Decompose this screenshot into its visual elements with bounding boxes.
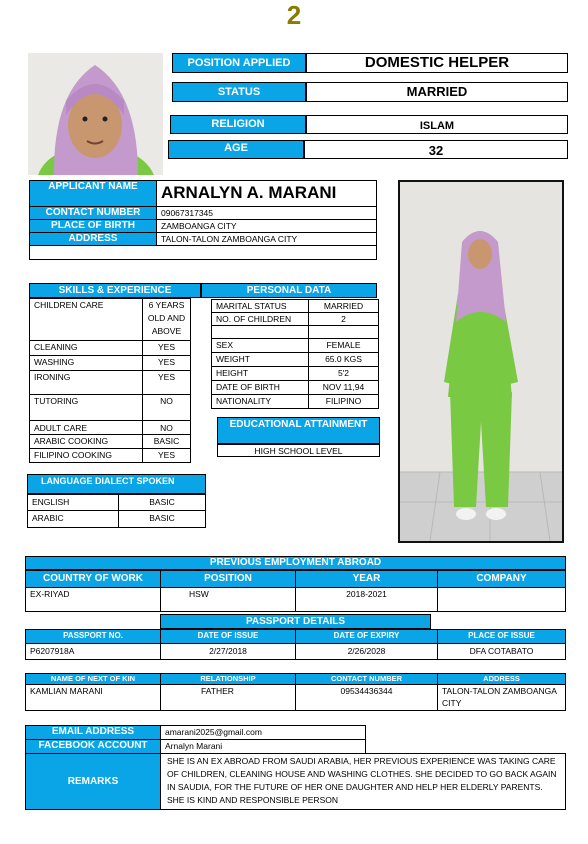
contact-table xyxy=(25,725,366,754)
height-value: 5'2 xyxy=(309,367,379,381)
personal-table xyxy=(211,299,379,409)
nationality-label: NATIONALITY xyxy=(212,395,309,409)
applicant-name-label: APPLICANT NAME xyxy=(30,181,157,207)
birthplace-value: ZAMBOANGA CITY xyxy=(157,220,377,233)
education-title: EDUCATIONAL ATTAINMENT xyxy=(217,417,380,444)
applicant-name: ARNALYN A. MARANI xyxy=(157,181,377,207)
passport-header: DATE OF EXPIRY xyxy=(296,630,438,644)
kin-contact: 09534436344 xyxy=(296,685,438,711)
skill-value: YES xyxy=(143,356,191,371)
employment-table xyxy=(25,570,566,612)
skill-value: YES xyxy=(143,449,191,463)
skill-name: WASHING xyxy=(30,356,143,371)
passport-header: PLACE OF ISSUE xyxy=(438,630,566,644)
skill-value: BASIC xyxy=(143,435,191,449)
passport-header: DATE OF ISSUE xyxy=(161,630,296,644)
language-name: ARABIC xyxy=(28,511,119,528)
facebook-value: Arnalyn Marani xyxy=(161,740,366,754)
children-value: 2 xyxy=(309,313,379,326)
age-value: 32 xyxy=(304,140,568,159)
remarks-table xyxy=(25,753,566,810)
skill-value: NO xyxy=(143,421,191,435)
skill-name: ADULT CARE xyxy=(30,421,143,435)
skill-value: 6 YEARS OLD AND ABOVE xyxy=(143,299,191,341)
weight-value: 65.0 KGS xyxy=(309,353,379,367)
skill-name: TUTORING xyxy=(30,395,143,421)
kin-table xyxy=(25,673,566,711)
age-label: AGE xyxy=(168,140,304,159)
remarks-label: REMARKS xyxy=(26,754,161,810)
passport-header: PASSPORT NO. xyxy=(26,630,161,644)
employment-country: EX-RIYAD xyxy=(26,588,161,612)
sex-label: SEX xyxy=(212,339,309,353)
kin-header: CONTACT NUMBER xyxy=(296,674,438,685)
employment-year: 2018-2021 xyxy=(296,588,438,612)
skill-name: FILIPINO COOKING xyxy=(30,449,143,463)
contact-label: CONTACT NUMBER xyxy=(30,207,157,220)
contact-value: 09067317345 xyxy=(157,207,377,220)
skill-value: YES xyxy=(143,341,191,356)
employment-title: PREVIOUS EMPLOYMENT ABROAD xyxy=(25,556,566,570)
passport-number: P6207918A xyxy=(26,644,161,660)
skill-name: CHILDREN CARE xyxy=(30,299,143,341)
marital-value: MARRIED xyxy=(309,300,379,313)
passport-place: DFA COTABATO xyxy=(438,644,566,660)
passport-expiry-date: 2/26/2028 xyxy=(296,644,438,660)
language-level: BASIC xyxy=(119,495,206,511)
kin-name: KAMLIAN MARANI xyxy=(26,685,161,711)
sex-value: FEMALE xyxy=(309,339,379,353)
skill-value: NO xyxy=(143,395,191,421)
full-body-photo xyxy=(398,180,564,543)
position-value: DOMESTIC HELPER xyxy=(306,53,568,73)
kin-address: TALON-TALON ZAMBOANGA CITY xyxy=(438,685,566,711)
email-label: EMAIL ADDRESS xyxy=(26,726,161,740)
height-label: HEIGHT xyxy=(212,367,309,381)
passport-title: PASSPORT DETAILS xyxy=(160,614,431,629)
skill-value: YES xyxy=(143,371,191,395)
employment-header: COMPANY xyxy=(438,571,566,588)
religion-value: ISLAM xyxy=(306,115,568,134)
kin-relationship: FATHER xyxy=(161,685,296,711)
dob-value: NOV 11,94 xyxy=(309,381,379,395)
language-table xyxy=(27,494,206,528)
language-name: ENGLISH xyxy=(28,495,119,511)
passport-issue-date: 2/27/2018 xyxy=(161,644,296,660)
status-label: STATUS xyxy=(172,82,306,102)
address-value: TALON-TALON ZAMBOANGA CITY xyxy=(157,233,377,246)
skills-table xyxy=(29,298,191,463)
employment-header: COUNTRY OF WORK xyxy=(26,571,161,588)
birthplace-label: PLACE OF BIRTH xyxy=(30,220,157,233)
dob-label: DATE OF BIRTH xyxy=(212,381,309,395)
children-label: NO. OF CHILDREN xyxy=(212,313,309,326)
email-value: amarani2025@gmail.com xyxy=(161,726,366,740)
religion-label: RELIGION xyxy=(170,115,306,134)
employment-position: HSW xyxy=(161,588,296,612)
employment-company xyxy=(438,588,566,612)
personal-title: PERSONAL DATA xyxy=(201,283,377,298)
language-level: BASIC xyxy=(119,511,206,528)
headshot-photo xyxy=(28,53,163,175)
marital-label: MARITAL STATUS xyxy=(212,300,309,313)
language-title: LANGUAGE DIALECT SPOKEN xyxy=(27,474,206,494)
education-value: HIGH SCHOOL LEVEL xyxy=(217,444,380,457)
skills-title: SKILLS & EXPERIENCE xyxy=(29,283,201,298)
weight-label: WEIGHT xyxy=(212,353,309,367)
facebook-label: FACEBOOK ACCOUNT xyxy=(26,740,161,754)
page-number: 2 xyxy=(286,0,302,30)
skill-name: ARABIC COOKING xyxy=(30,435,143,449)
status-value: MARRIED xyxy=(306,82,568,102)
kin-header: ADDRESS xyxy=(438,674,566,685)
passport-table xyxy=(25,629,566,660)
position-label: POSITION APPLIED xyxy=(172,53,306,73)
kin-header: NAME OF NEXT OF KIN xyxy=(26,674,161,685)
applicant-table xyxy=(29,180,377,260)
remarks-text: SHE IS AN EX ABROAD FROM SAUDI ARABIA, HER PREVIOUS EXPERIENCE WAS TAKING CARE OF CHILDREN, CLEANING HOUSE AND WASHING CLOTHES. SHE DECIDED TO GO BACK AGAIN IN SAUDIA, FOR THE FUTURE OF HER ONE DAUGHTER AND HELP HER ELDERLY PARENTS. SHE IS KIND AND RESPONSIBLE PERSON xyxy=(161,754,566,810)
employment-header: POSITION xyxy=(161,571,296,588)
skill-name: CLEANING xyxy=(30,341,143,356)
nationality-value: FILIPINO xyxy=(309,395,379,409)
skill-name: IRONING xyxy=(30,371,143,395)
employment-header: YEAR xyxy=(296,571,438,588)
address-label: ADDRESS xyxy=(30,233,157,246)
kin-header: RELATIONSHIP xyxy=(161,674,296,685)
